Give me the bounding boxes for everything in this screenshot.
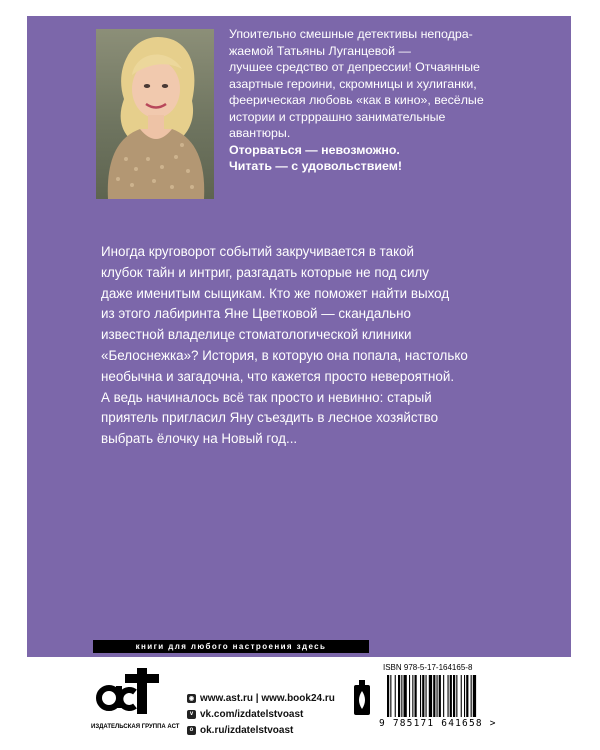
annotation-line: Иногда круговорот событий закручивается в такой (101, 244, 415, 259)
back-cover (27, 16, 571, 741)
site-row[interactable] (187, 706, 335, 722)
publisher-caption: ИЗДАТЕЛЬСКАЯ ГРУППА АСТ (91, 724, 180, 730)
blurb-line: феерическая любовь «как в кино», весёлые (229, 93, 484, 107)
site-link[interactable]: vk.com/izdatelstvoast (200, 708, 304, 720)
blurb-line: лучшее средство от депрессии! Отчаянные (229, 60, 480, 74)
blurb-line: Упоительно смешные детективы неподра- (229, 27, 473, 41)
lamp-icon (353, 679, 371, 719)
annotation-line: клубок тайн и интриг, разгадать которые не под силу (101, 264, 429, 280)
site-link[interactable]: www.ast.ru | www.book24.ru (200, 692, 335, 704)
isbn-label: ISBN 978-5-17-164165-8 (383, 663, 473, 672)
blurb-line: авантюры. (229, 126, 291, 140)
blurb-line: азартные героини, скромницы и хулиганки, (229, 76, 477, 91)
site-link[interactable]: ok.ru/izdatelstvoast (200, 724, 294, 736)
blurb-line: жаемой Татьяны Луганцевой — (229, 43, 411, 58)
web-icon: ◉ (188, 695, 195, 702)
annotation-line: из этого лабиринта Яне Цветковой — скандально (101, 306, 411, 322)
publisher-strip (27, 657, 571, 741)
book-annotation (101, 242, 561, 450)
publisher-logo (91, 662, 180, 738)
blurb-line: истории и стрррашно занимательные (229, 109, 446, 124)
blurb-bold-line: Оторваться — невозможно. (229, 142, 400, 157)
annotation-line: необычна и загадочна, что кажется просто невероятной. (101, 368, 455, 384)
barcode (383, 675, 513, 719)
annotation-line: А ведь начиналось всё так просто и невинно: старый (101, 389, 432, 405)
author-blurb (229, 26, 564, 175)
annotation-line: даже именитым сыщикам. Кто же поможет найти выход (101, 285, 450, 301)
isbn-block (377, 663, 515, 733)
annotation-line: выбрать ёлочку на Новый год... (101, 431, 298, 447)
annotation-line: известной владелице стоматологической клиники (101, 327, 412, 343)
author-photo (96, 29, 214, 199)
site-row[interactable] (187, 690, 335, 706)
barcode-number: 9 785171 641658 > (379, 718, 497, 729)
series-slogan: книги для любого настроения здесь (93, 640, 369, 653)
blurb-bold-line: Читать — с удовольствием! (229, 159, 403, 173)
annotation-line: «Белоснежка»? История, в которую она попала, настолько (101, 347, 468, 363)
annotation-line: приятель пригласил Яну съездить в лесное хозяйство (101, 410, 439, 426)
ok-icon: o (187, 726, 196, 735)
site-row[interactable] (187, 722, 335, 738)
publisher-sites (187, 690, 335, 738)
vk-icon: v (187, 710, 196, 719)
